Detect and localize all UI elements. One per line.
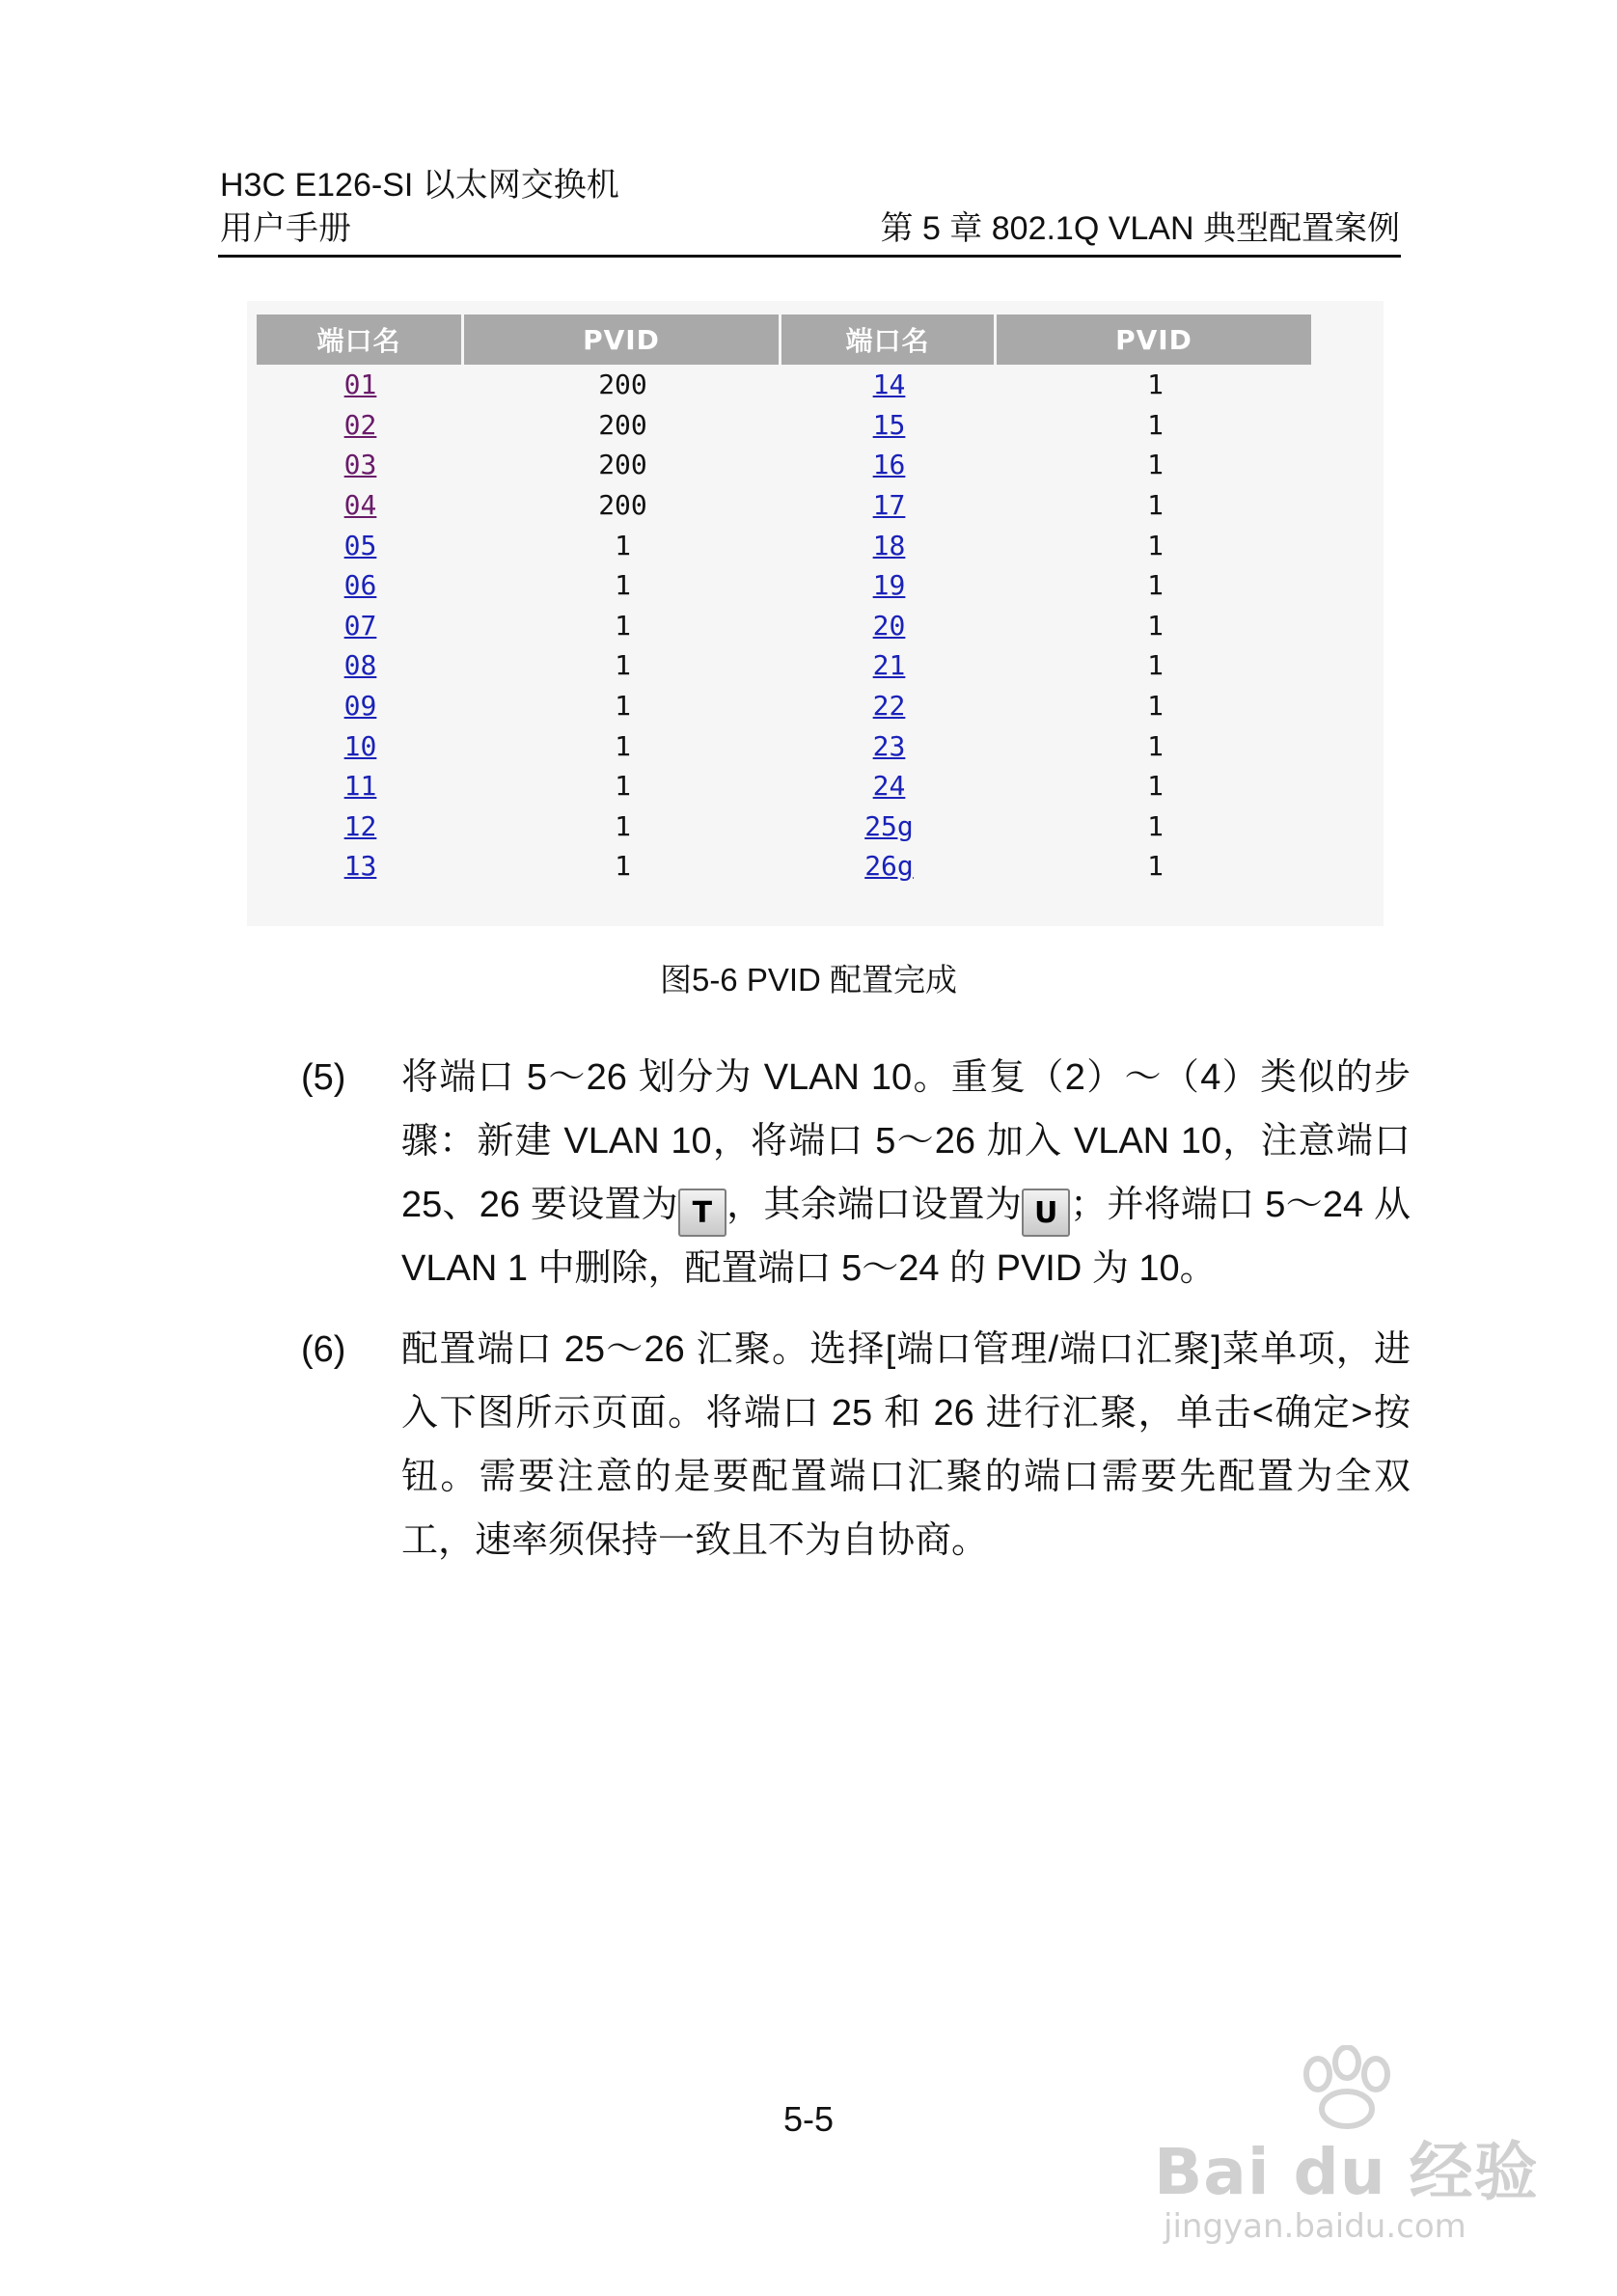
pvid-cell: 1 [615,609,631,642]
port-link[interactable]: 16 [872,449,906,481]
port-cell [781,766,997,806]
col-header-pvid-2: PVID [997,314,1314,365]
pvid-cell: 1 [1147,408,1164,441]
pvid-table-body [257,365,1314,887]
step-5-number: (5) [301,1057,346,1098]
port-cell [257,485,464,526]
port-cell [781,365,997,405]
port-cell [257,725,464,766]
port-cell [257,645,464,686]
port-link[interactable]: 22 [872,690,906,723]
header-chapter: 第 5 章 802.1Q VLAN 典型配置案例 [880,210,1400,247]
pvid-cell: 1 [615,809,631,842]
port-link[interactable]: 21 [872,649,906,682]
step-5 [301,1046,1411,1300]
pvid-cell: 1 [1147,770,1164,803]
pvid-cell: 1 [1147,649,1164,682]
pvid-cell: 1 [615,770,631,803]
pvid-cell: 1 [615,529,631,561]
baidu-watermark [1154,2045,1559,2267]
pvid-cell: 200 [598,369,647,401]
port-cell [781,686,997,726]
port-link[interactable]: 02 [343,408,377,441]
header-manual: 用户手册 [220,210,351,247]
port-cell [781,445,997,485]
untagged-u-icon: U [1022,1189,1070,1237]
table-row [257,485,1314,526]
port-link[interactable]: 09 [343,690,377,723]
header-product: H3C E126-SI 以太网交换机 [220,167,619,204]
pvid-cell: 200 [598,489,647,522]
port-cell [781,525,997,565]
col-header-port-1: 端口名 [257,314,464,365]
pvid-cell: 1 [1147,609,1164,642]
table-row [257,565,1314,606]
pvid-screenshot [247,301,1384,926]
pvid-cell: 1 [1147,809,1164,842]
pvid-cell: 1 [1147,850,1164,883]
pvid-cell: 200 [598,449,647,481]
port-link[interactable]: 14 [872,369,906,401]
port-cell [257,766,464,806]
step-6-text: 配置端口 25～26 汇聚。选择[端口管理/端口汇聚]菜单项，进入下图所示页面。将端口 25 和 26 进行汇聚，单击<确定>按钮。需要注意的是要配置端口汇聚的端口需要先配置为全双工，速率须保持一致且不为自协商。 [401,1329,1411,1561]
watermark-url: jingyan.baidu.com [1164,2207,1466,2246]
table-row [257,365,1314,405]
port-cell [257,445,464,485]
pvid-cell: 200 [598,408,647,441]
page-number: 5-5 [782,2099,835,2139]
step-6 [301,1318,1411,1572]
port-cell [781,606,997,646]
step-5-text-b: ，其余端口设置为 [726,1185,1023,1225]
port-link[interactable]: 05 [343,529,377,561]
pvid-cell: 1 [1147,690,1164,723]
port-link[interactable]: 08 [343,649,377,682]
port-cell [781,645,997,686]
header-divider [218,255,1401,258]
table-row [257,405,1314,446]
port-link[interactable]: 11 [343,770,377,803]
port-cell [257,806,464,847]
figure-caption: 图5-6 PVID 配置完成 [659,962,958,998]
port-link[interactable]: 19 [872,569,906,602]
pvid-cell: 1 [1147,449,1164,481]
port-cell [257,846,464,887]
pvid-table [257,314,1314,887]
table-row [257,445,1314,485]
table-row [257,766,1314,806]
port-link[interactable]: 04 [343,489,377,522]
tagged-t-icon: T [678,1189,726,1237]
port-link[interactable]: 23 [872,729,906,762]
step-5-text-a: 将端口 5～26 划分为 VLAN 10。重复（2）～（4）类似的步骤：新建 VLAN 10，将端口 5～26 加入 VLAN 10，注意端口 25、26 要设置为 [401,1057,1411,1225]
port-link[interactable]: 13 [343,850,377,883]
port-link[interactable]: 10 [343,729,377,762]
table-row [257,846,1314,887]
port-cell [257,405,464,446]
table-row [257,606,1314,646]
table-row [257,525,1314,565]
port-cell [257,606,464,646]
port-cell [781,806,997,847]
col-header-pvid-1: PVID [464,314,781,365]
table-row [257,725,1314,766]
port-cell [257,365,464,405]
pvid-cell: 1 [615,649,631,682]
watermark-logo: Bai du 经验 [1154,2135,1539,2209]
port-link[interactable]: 03 [343,449,377,481]
pvid-cell: 1 [1147,729,1164,762]
port-link[interactable]: 06 [343,569,377,602]
pvid-cell: 1 [1147,529,1164,561]
table-row [257,686,1314,726]
port-link[interactable]: 25g [864,809,914,842]
table-row [257,806,1314,847]
pvid-cell: 1 [1147,369,1164,401]
pvid-cell: 1 [615,690,631,723]
port-cell [781,485,997,526]
port-cell [781,725,997,766]
port-link[interactable]: 20 [872,609,906,642]
port-cell [257,565,464,606]
port-cell [781,405,997,446]
step-5-text-c: ；并将端口 5～24 从 VLAN 1 中删除，配置端口 5～24 的 PVID 为 10。 [401,1185,1411,1289]
step-5-text [401,1046,1411,1300]
port-link[interactable]: 17 [872,489,906,522]
port-link[interactable]: 18 [872,529,906,561]
port-cell [781,846,997,887]
paw-icon [1279,2045,1414,2132]
table-header-row [257,314,1314,365]
port-cell [257,525,464,565]
port-cell [257,686,464,726]
step-6-number: (6) [301,1329,346,1370]
port-link[interactable]: 26g [864,850,914,883]
port-cell [781,565,997,606]
port-link[interactable]: 24 [872,770,906,803]
pvid-cell: 1 [615,850,631,883]
table-row [257,645,1314,686]
port-link[interactable]: 15 [872,408,906,441]
pvid-cell: 1 [1147,489,1164,522]
pvid-cell: 1 [615,729,631,762]
col-header-port-2: 端口名 [781,314,997,365]
port-link[interactable]: 01 [343,369,377,401]
port-link[interactable]: 07 [343,609,377,642]
pvid-cell: 1 [615,569,631,602]
port-link[interactable]: 12 [343,809,377,842]
pvid-cell: 1 [1147,569,1164,602]
